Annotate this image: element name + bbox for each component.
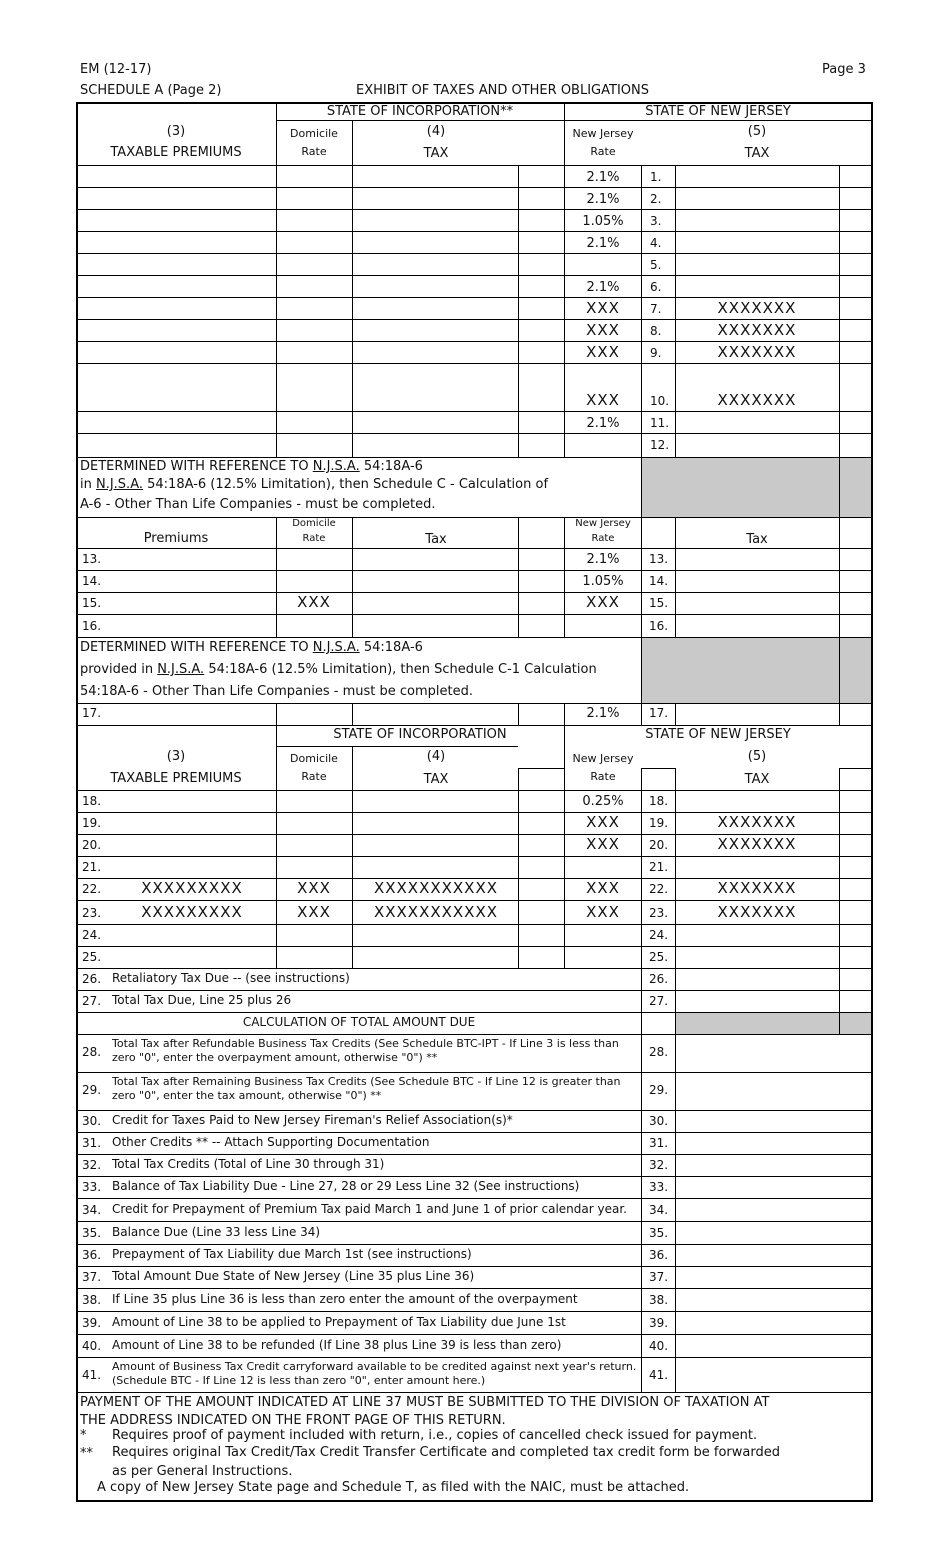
nj-rate-header: New Jersey bbox=[575, 518, 631, 529]
nj-rate-value: 2.1% bbox=[586, 706, 620, 721]
nj-rate-value: XXX bbox=[586, 835, 620, 853]
line-number: 23. bbox=[82, 906, 102, 920]
taxable-premiums-input[interactable] bbox=[78, 298, 275, 318]
taxable-premiums-input[interactable] bbox=[78, 188, 275, 208]
tax-header: TAX bbox=[744, 772, 770, 787]
footnote-3: A copy of New Jersey State page and Schedule T, as filed with the NAIC, must be attached. bbox=[97, 1480, 690, 1495]
amount-input[interactable] bbox=[677, 1073, 871, 1109]
line-number: 32. bbox=[649, 1158, 669, 1172]
line-number: 21. bbox=[82, 860, 102, 874]
line-number: 35. bbox=[82, 1226, 102, 1240]
line-number: 14. bbox=[82, 574, 102, 588]
line-number: 37. bbox=[649, 1270, 669, 1284]
rate-header: Rate bbox=[301, 770, 327, 783]
calc-section-title: CALCULATION OF TOTAL AMOUNT DUE bbox=[242, 1015, 476, 1029]
line-number: 40. bbox=[649, 1339, 669, 1353]
nj-tax-input[interactable] bbox=[677, 342, 838, 362]
footnote-1: Requires proof of payment included with return, i.e., copies of cancelled check issued for payment. bbox=[112, 1428, 758, 1443]
nj-tax-value: XXXXXXX bbox=[717, 299, 797, 317]
section2-line2: in N.J.S.A. 54:18A-6 (12.5% Limitation), then Schedule C - Calculation of bbox=[80, 477, 549, 492]
amount-input[interactable] bbox=[677, 1155, 871, 1175]
line-number: 3. bbox=[650, 214, 662, 228]
footnote-2: Requires original Tax Credit/Tax Credit Transfer Certificate and completed tax credit form be forwarded bbox=[112, 1445, 780, 1460]
line-description: Total Tax after Remaining Business Tax Credits (See Schedule BTC - If Line 12 is greater than zero "0", enter the tax amount, otherwise "0") ** bbox=[112, 1075, 621, 1102]
nj-tax-input[interactable] bbox=[677, 298, 838, 318]
inc-tax-input[interactable] bbox=[354, 434, 517, 454]
line-description: Retaliatory Tax Due -- (see instructions) bbox=[112, 971, 350, 985]
line-number: 33. bbox=[649, 1180, 669, 1194]
payment-notice-line1: PAYMENT OF THE AMOUNT INDICATED AT LINE 37 MUST BE SUBMITTED TO THE DIVISION OF TAXATION AT bbox=[80, 1395, 770, 1410]
section3-line2: provided in N.J.S.A. 54:18A-6 (12.5% Limitation), then Schedule C-1 Calculation bbox=[80, 662, 597, 677]
line-number: 31. bbox=[82, 1136, 102, 1150]
inc-tax-input[interactable] bbox=[354, 232, 517, 252]
nj-rate-value: 2.1% bbox=[586, 280, 620, 295]
premiums-header: Premiums bbox=[143, 531, 209, 546]
amount-input[interactable] bbox=[677, 1245, 871, 1265]
line-number: 8. bbox=[650, 324, 662, 338]
inc-tax-input[interactable] bbox=[354, 364, 517, 410]
taxable-premiums-input[interactable] bbox=[78, 232, 275, 252]
state-incorporation-header: STATE OF INCORPORATION bbox=[333, 727, 507, 742]
domicile-header: Domicile bbox=[290, 127, 338, 140]
taxable-premiums-input[interactable] bbox=[78, 210, 275, 230]
nj-tax-input[interactable] bbox=[677, 232, 838, 252]
nj-tax-input[interactable] bbox=[677, 166, 838, 186]
schedule-label: SCHEDULE A (Page 2) bbox=[80, 83, 222, 98]
line-number: 10. bbox=[650, 394, 670, 408]
line-number: 24. bbox=[82, 928, 102, 942]
line-number: 23. bbox=[649, 906, 669, 920]
line-number: 17. bbox=[649, 706, 669, 720]
line-number: 7. bbox=[650, 302, 662, 316]
nj-rate-value: XXX bbox=[586, 391, 620, 409]
line-number: 27. bbox=[649, 994, 669, 1008]
line-number: 15. bbox=[649, 596, 669, 610]
nj-rate-value: 2.1% bbox=[586, 192, 620, 207]
line-number: 2. bbox=[650, 192, 662, 206]
line-number: 19. bbox=[82, 816, 102, 830]
line-number: 37. bbox=[82, 1270, 102, 1284]
nj-tax-value: XXXXXXX bbox=[717, 343, 797, 361]
premiums-value: XXXXXXXXX bbox=[141, 903, 243, 921]
shade-area bbox=[641, 637, 871, 703]
amount-input[interactable] bbox=[677, 1335, 871, 1356]
line-number: 26. bbox=[82, 972, 102, 986]
line-number: 40. bbox=[82, 1339, 102, 1353]
line-number: 19. bbox=[649, 816, 669, 830]
line-number: 36. bbox=[649, 1248, 669, 1262]
amount-input[interactable] bbox=[677, 1289, 871, 1310]
line-description: Credit for Prepayment of Premium Tax paid March 1 and June 1 of prior calendar year. bbox=[112, 1202, 627, 1216]
footnote-mark: * bbox=[80, 1428, 87, 1443]
line-number: 33. bbox=[82, 1180, 102, 1194]
taxable-premiums-header: TAXABLE PREMIUMS bbox=[110, 145, 242, 160]
footnote-2-cont: as per General Instructions. bbox=[112, 1464, 293, 1479]
nj-tax-input[interactable] bbox=[677, 276, 838, 296]
nj-rate-value: XXX bbox=[586, 299, 620, 317]
line-number: 18. bbox=[649, 794, 669, 808]
nj-tax-value: XXXXXXX bbox=[717, 813, 797, 831]
form-id: EM (12-17) bbox=[80, 62, 152, 77]
amount-input[interactable] bbox=[677, 1312, 871, 1333]
line-number: 38. bbox=[649, 1293, 669, 1307]
line-number: 38. bbox=[82, 1293, 102, 1307]
nj-tax-value: XXXXXXX bbox=[717, 321, 797, 339]
line-description: Prepayment of Tax Liability due March 1st (see instructions) bbox=[112, 1247, 472, 1261]
state-incorporation-header: STATE OF INCORPORATION** bbox=[326, 104, 514, 119]
inc-tax-value: XXXXXXXXXXX bbox=[373, 903, 499, 921]
amount-input[interactable] bbox=[677, 1111, 871, 1131]
line-description: Credit for Taxes Paid to New Jersey Fireman's Relief Association(s)* bbox=[112, 1113, 513, 1127]
inc-tax-input[interactable] bbox=[354, 188, 517, 208]
nj-rate-value: XXX bbox=[586, 879, 620, 897]
nj-tax-value: XXXXXXX bbox=[717, 835, 797, 853]
col3-number: (3) bbox=[166, 124, 186, 139]
nj-tax-input[interactable] bbox=[677, 434, 838, 454]
line-number: 30. bbox=[82, 1114, 102, 1128]
nj-rate-header: New Jersey bbox=[572, 127, 634, 140]
inc-tax-input[interactable] bbox=[354, 342, 517, 362]
nj-rate-value: 2.1% bbox=[586, 552, 620, 567]
tax-header: Tax bbox=[425, 532, 447, 547]
tax-header: TAX bbox=[423, 772, 449, 787]
line-description: Balance Due (Line 33 less Line 34) bbox=[112, 1225, 321, 1239]
line-number: 13. bbox=[82, 552, 102, 566]
shade-area bbox=[675, 1013, 871, 1034]
nj-tax-input[interactable] bbox=[677, 320, 838, 340]
line-number: 13. bbox=[649, 552, 669, 566]
col5-number: (5) bbox=[747, 124, 767, 139]
amount-input[interactable] bbox=[677, 1267, 871, 1287]
rate-header: Rate bbox=[302, 533, 326, 544]
rate-header: Rate bbox=[590, 770, 616, 783]
tax-header: TAX bbox=[744, 146, 770, 161]
amount-input[interactable] bbox=[677, 1177, 871, 1197]
taxable-premiums-header: TAXABLE PREMIUMS bbox=[110, 771, 242, 786]
line-number: 22. bbox=[649, 882, 669, 896]
domicile-header: Domicile bbox=[292, 518, 336, 529]
line-number: 24. bbox=[649, 928, 669, 942]
line-description: Amount of Business Tax Credit carryforward available to be credited against next year's return. (Schedule BTC - If Line 12 is less than zero "0", enter amount here.) bbox=[112, 1360, 637, 1387]
shade-area bbox=[641, 457, 871, 517]
nj-tax-value: XXXXXXX bbox=[717, 391, 797, 409]
line-description: Amount of Line 38 to be refunded (If Line 38 plus Line 39 is less than zero) bbox=[112, 1338, 562, 1352]
line-number: 39. bbox=[82, 1316, 102, 1330]
state-nj-header: STATE OF NEW JERSEY bbox=[645, 727, 791, 742]
domicile-header: Domicile bbox=[290, 752, 338, 765]
nj-rate-value: 1.05% bbox=[582, 574, 624, 589]
line-number: 11. bbox=[650, 416, 670, 430]
payment-notice-line2: THE ADDRESS INDICATED ON THE FRONT PAGE OF THIS RETURN. bbox=[80, 1413, 506, 1428]
line-number: 20. bbox=[649, 838, 669, 852]
inc-tax-input[interactable] bbox=[354, 320, 517, 340]
line-number: 25. bbox=[82, 950, 102, 964]
page-title: EXHIBIT OF TAXES AND OTHER OBLIGATIONS bbox=[356, 83, 649, 98]
line-description: Other Credits ** -- Attach Supporting Documentation bbox=[112, 1135, 430, 1149]
rate-header: Rate bbox=[590, 145, 616, 158]
line-description: Total Amount Due State of New Jersey (Line 35 plus Line 36) bbox=[112, 1269, 475, 1283]
line-description: If Line 35 plus Line 36 is less than zero enter the amount of the overpayment bbox=[112, 1292, 578, 1306]
tax-header: TAX bbox=[423, 146, 449, 161]
nj-rate-value: 0.25% bbox=[582, 794, 624, 809]
line-number: 39. bbox=[649, 1316, 669, 1330]
line-number: 5. bbox=[650, 258, 662, 272]
line-number: 26. bbox=[649, 972, 669, 986]
col4-number: (4) bbox=[426, 124, 446, 139]
line-number: 32. bbox=[82, 1158, 102, 1172]
section2-line3: A-6 - Other Than Life Companies - must be completed. bbox=[80, 497, 436, 512]
taxable-premiums-input[interactable] bbox=[78, 434, 275, 454]
rate-header: Rate bbox=[591, 533, 615, 544]
inc-tax-input[interactable] bbox=[354, 276, 517, 296]
col4-number: (4) bbox=[426, 749, 446, 764]
taxable-premiums-input[interactable] bbox=[78, 166, 275, 186]
premiums-value: XXXXXXXXX bbox=[141, 879, 243, 897]
taxable-premiums-input[interactable] bbox=[78, 412, 275, 432]
nj-rate-value: XXX bbox=[586, 321, 620, 339]
line-number: 6. bbox=[650, 280, 662, 294]
nj-rate-value: XXX bbox=[586, 343, 620, 361]
line-number: 16. bbox=[649, 619, 669, 633]
inc-tax-input[interactable] bbox=[354, 412, 517, 432]
nj-rate-value: 2.1% bbox=[586, 170, 620, 185]
inc-tax-input[interactable] bbox=[354, 254, 517, 274]
line-description: Total Tax Due, Line 25 plus 26 bbox=[112, 993, 292, 1007]
domicile-rate-value: XXX bbox=[297, 903, 331, 921]
amount-input[interactable] bbox=[677, 1358, 871, 1391]
nj-tax-input[interactable] bbox=[677, 254, 838, 274]
line-number: 34. bbox=[82, 1203, 102, 1217]
line-number: 20. bbox=[82, 838, 102, 852]
line-number: 30. bbox=[649, 1114, 669, 1128]
amount-input[interactable] bbox=[677, 1222, 871, 1243]
line-number: 28. bbox=[649, 1045, 669, 1059]
amount-input[interactable] bbox=[677, 1035, 871, 1071]
nj-tax-value: XXXXXXX bbox=[717, 903, 797, 921]
nj-rate-value: XXX bbox=[586, 903, 620, 921]
taxable-premiums-input[interactable] bbox=[78, 342, 275, 362]
section3-line1: DETERMINED WITH REFERENCE TO N.J.S.A. 54:18A-6 bbox=[80, 640, 423, 655]
line-number: 1. bbox=[650, 170, 662, 184]
line-number: 41. bbox=[649, 1368, 669, 1382]
inc-tax-input[interactable] bbox=[354, 166, 517, 186]
line-description: Total Tax Credits (Total of Line 30 through 31) bbox=[112, 1157, 385, 1171]
line-number: 41. bbox=[82, 1368, 102, 1382]
nj-rate-value: 1.05% bbox=[582, 214, 624, 229]
line-number: 27. bbox=[82, 994, 102, 1008]
line-number: 25. bbox=[649, 950, 669, 964]
inc-tax-input[interactable] bbox=[354, 298, 517, 318]
taxable-premiums-input[interactable] bbox=[78, 320, 275, 340]
state-nj-header: STATE OF NEW JERSEY bbox=[645, 104, 791, 119]
amount-input[interactable] bbox=[677, 1133, 871, 1153]
line-number: 28. bbox=[82, 1045, 102, 1059]
line-description: Amount of Line 38 to be applied to Prepayment of Tax Liability due June 1st bbox=[112, 1315, 566, 1329]
taxable-premiums-input[interactable] bbox=[78, 364, 275, 410]
tax-header: Tax bbox=[746, 532, 768, 547]
nj-rate-value: XXX bbox=[586, 593, 620, 611]
line-number: 21. bbox=[649, 860, 669, 874]
line-number: 12. bbox=[650, 438, 670, 452]
domicile-rate-value: XXX bbox=[297, 879, 331, 897]
line-description: Balance of Tax Liability Due - Line 27, 28 or 29 Less Line 32 (See instructions) bbox=[112, 1179, 580, 1193]
line-number: 34. bbox=[649, 1203, 669, 1217]
line-number: 9. bbox=[650, 346, 662, 360]
page-number: Page 3 bbox=[822, 62, 866, 77]
line-number: 14. bbox=[649, 574, 669, 588]
line-number: 16. bbox=[82, 619, 102, 633]
line-number: 15. bbox=[82, 596, 102, 610]
line-number: 29. bbox=[82, 1083, 102, 1097]
line-number: 31. bbox=[649, 1136, 669, 1150]
line-number: 36. bbox=[82, 1248, 102, 1262]
line-description: Total Tax after Refundable Business Tax Credits (See Schedule BTC-IPT - If Line 3 is less than zero "0", enter the overpayment amount, otherwise "0") ** bbox=[112, 1037, 619, 1064]
col3-number: (3) bbox=[166, 749, 186, 764]
nj-tax-input[interactable] bbox=[677, 412, 838, 432]
nj-rate-header: New Jersey bbox=[572, 752, 634, 765]
line-number: 4. bbox=[650, 236, 662, 250]
domicile-rate-value: XXX bbox=[297, 593, 331, 611]
nj-rate-value: XXX bbox=[586, 813, 620, 831]
section2-line1: DETERMINED WITH REFERENCE TO N.J.S.A. 54:18A-6 bbox=[80, 459, 423, 474]
nj-tax-input[interactable] bbox=[677, 188, 838, 208]
nj-tax-value: XXXXXXX bbox=[717, 879, 797, 897]
section3-line3: 54:18A-6 - Other Than Life Companies - must be completed. bbox=[80, 684, 473, 699]
nj-tax-input[interactable] bbox=[677, 210, 838, 230]
taxable-premiums-input[interactable] bbox=[78, 254, 275, 274]
amount-input[interactable] bbox=[677, 1199, 871, 1220]
col5-number: (5) bbox=[747, 749, 767, 764]
nj-rate-value: 2.1% bbox=[586, 416, 620, 431]
nj-tax-input[interactable] bbox=[677, 364, 838, 410]
taxable-premiums-input[interactable] bbox=[78, 276, 275, 296]
line-number: 22. bbox=[82, 882, 102, 896]
line-number: 29. bbox=[649, 1083, 669, 1097]
inc-tax-input[interactable] bbox=[354, 210, 517, 230]
line-number: 18. bbox=[82, 794, 102, 808]
footnote-mark: ** bbox=[80, 1446, 93, 1461]
inc-tax-value: XXXXXXXXXXX bbox=[373, 879, 499, 897]
nj-rate-value: 2.1% bbox=[586, 236, 620, 251]
line-number: 35. bbox=[649, 1226, 669, 1240]
line-number: 17. bbox=[82, 706, 102, 720]
rate-header: Rate bbox=[301, 145, 327, 158]
